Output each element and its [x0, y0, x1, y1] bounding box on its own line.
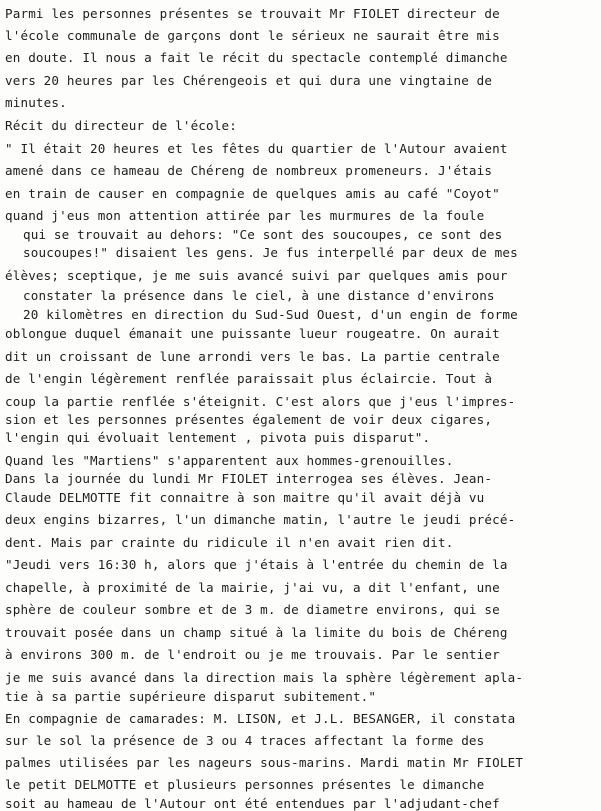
- text-line: oblongue duquel émanait une puissante lueur rougeatre. On aurait: [5, 326, 500, 341]
- text-line: "Jeudi vers 16:30 h, alors que j'étais à l'entrée du chemin de la: [5, 557, 508, 572]
- text-line: Dans la journée du lundi Mr FIOLET interrogea ses élèves. Jean-: [5, 471, 493, 486]
- text-line: à environs 300 m. de l'endroit ou je me trouvais. Par le sentier: [5, 647, 500, 662]
- text-line: tie à sa partie supérieure disparut subitement.": [5, 689, 377, 704]
- text-line: l'engin qui évoluait lentement , pivota puis disparut".: [5, 430, 431, 445]
- text-line: quand j'eus mon attention attirée par les murmures de la foule: [5, 208, 485, 223]
- text-line: vers 20 heures par les Chérengeois et qui dura une vingtaine de: [5, 73, 493, 88]
- text-line: Quand les "Martiens" s'apparentent aux hommes-grenouilles.: [5, 453, 454, 468]
- text-line: constater la présence dans le ciel, à une distance d'environs: [23, 288, 495, 303]
- text-line: Récit du directeur de l'école:: [5, 118, 237, 133]
- text-line: Parmi les personnes présentes se trouvait Mr FIOLET directeur de: [5, 6, 500, 21]
- text-line: amené dans ce hameau de Chéreng de nombreux promeneurs. J'étais: [5, 163, 493, 178]
- text-line: sur le sol la présence de 3 ou 4 traces affectant la forme des: [5, 733, 485, 748]
- text-line: en train de causer en compagnie de quelques amis au café "Coyot": [5, 186, 500, 201]
- text-line: Claude DELMOTTE fit connaitre à son maitre qu'il avait déjà vu: [5, 490, 485, 505]
- text-line: coup la partie renflée s'éteignit. C'est alors que j'eus l'impres-: [5, 394, 516, 409]
- text-line: chapelle, à proximité de la mairie, j'ai vu, a dit l'enfant, une: [5, 580, 500, 595]
- text-line: sion et les personnes présentes également de voir deux cigares,: [5, 412, 493, 427]
- text-line: soucoupes!" disaient les gens. Je fus interpellé par deux de mes: [23, 245, 518, 260]
- text-line: soit au hameau de l'Autour ont été entendues par l'adjudant-chef: [5, 796, 500, 811]
- text-line: trouvait posée dans un champ situé à la limite du bois de Chéreng: [5, 625, 508, 640]
- text-line: dent. Mais par crainte du ridicule il n'en avait rien dit.: [5, 535, 454, 550]
- text-line: le petit DELMOTTE et plusieurs personnes présentes le dimanche: [5, 777, 485, 792]
- text-line: sphère de couleur sombre et de 3 m. de diametre environs, qui se: [5, 602, 500, 617]
- text-line: qui se trouvait au dehors: "Ce sont des soucoupes, ce sont des: [23, 227, 503, 242]
- text-line: je me suis avancé dans la direction mais la sphère légèrement apla-: [5, 670, 524, 685]
- text-line: en doute. Il nous a fait le récit du spectacle contemplé dimanche: [5, 50, 508, 65]
- text-line: " Il était 20 heures et les fêtes du quartier de l'Autour avaient: [5, 141, 508, 156]
- text-line: 20 kilomètres en direction du Sud-Sud Ouest, d'un engin de forme: [23, 307, 518, 322]
- text-line: palmes utilisées par les nageurs sous-marins. Mardi matin Mr FIOLET: [5, 755, 524, 770]
- text-line: minutes.: [5, 95, 67, 110]
- text-line: l'école communale de garçons dont le sérieux ne saurait être mis: [5, 28, 500, 43]
- text-line: de l'engin légèrement renflée paraissait plus éclaircie. Tout à: [5, 371, 493, 386]
- text-line: dit un croissant de lune arrondi vers le bas. La partie centrale: [5, 349, 500, 364]
- text-line: élèves; sceptique, je me suis avancé suivi par quelques amis pour: [5, 268, 508, 283]
- text-line: En compagnie de camarades: M. LISON, et J.L. BESANGER, il constata: [5, 711, 516, 726]
- text-line: deux engins bizarres, l'un dimanche matin, l'autre le jeudi précé-: [5, 512, 516, 527]
